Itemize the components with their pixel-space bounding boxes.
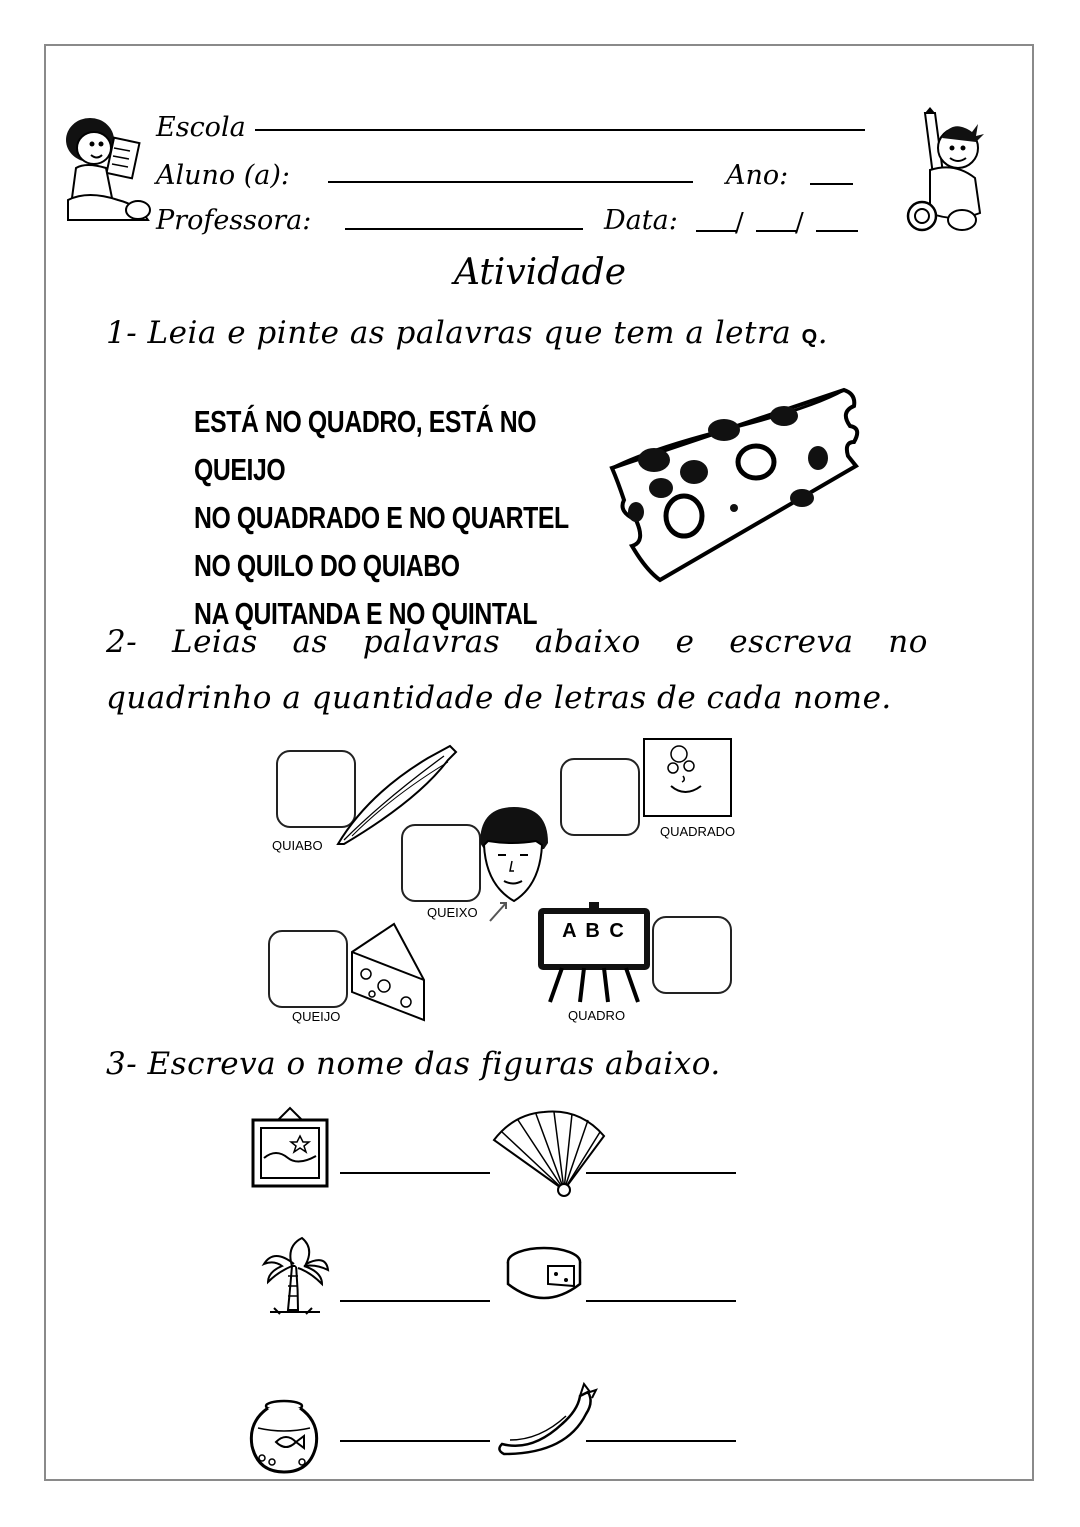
cheese-icon [604,386,866,584]
fishbowl-icon [248,1398,320,1474]
answer-line-queijo[interactable] [586,1300,736,1302]
q2-word: no [888,624,928,660]
question-2-line-2: quadrinho a quantidade de letras de cada nome. [106,680,892,716]
cheese-wedge-icon [348,922,428,1022]
answer-line-leque[interactable] [586,1172,736,1174]
queijo-caption: QUEIJO [292,1009,341,1024]
ano-field[interactable] [810,183,853,185]
board-text: A B C [562,920,626,942]
q2-word: escreva [729,624,854,660]
square-face-icon [643,738,733,818]
palm-tree-icon [262,1236,330,1316]
q2-word: 2- [106,624,138,660]
quadrado-caption: QUADRADO [660,824,736,839]
hand-fan-icon [492,1110,607,1198]
date-day-field[interactable] [696,230,736,232]
picture-frame-icon [250,1106,330,1188]
queixo-answer-box[interactable] [401,824,481,902]
poem-line[interactable]: NO QUILO DO QUIABO [194,548,460,583]
professora-label: Professora: [156,205,312,236]
quiabo-caption: QUIABO [272,838,323,853]
quadro-answer-box[interactable] [652,916,732,994]
question-1 [106,315,828,351]
professora-field[interactable] [345,228,583,230]
aluno-label: Aluno (a): [156,160,291,191]
q2-word: abaixo [534,624,641,660]
q2-word: Leias [171,624,258,660]
escola-field[interactable] [255,129,865,131]
answer-line-pimenta[interactable] [586,1440,736,1442]
queixo-caption: QUEIXO [427,905,478,920]
poem [194,398,610,638]
ano-label: Ano: [726,160,789,191]
boy-with-pencil-icon [900,108,995,238]
answer-line-aquario[interactable] [340,1440,490,1442]
letter-q: Q [801,326,818,348]
chalkboard-icon [534,902,654,1004]
aluno-field[interactable] [328,181,693,183]
answer-line-coqueiro[interactable] [340,1300,490,1302]
data-label: Data: [604,205,678,236]
question-1-text: 1- Leia e pinte as palavras que tem a letra [106,315,792,351]
escola-label: Escola [156,112,246,143]
date-separator: / [735,208,744,238]
date-separator: / [795,208,804,238]
queijo-answer-box[interactable] [268,930,348,1008]
quadro-caption: QUADRO [568,1008,626,1023]
date-month-field[interactable] [756,230,796,232]
page-title: Atividade [453,252,627,293]
q2-word: as [292,624,328,660]
poem-line[interactable]: NO QUADRADO E NO QUARTEL [194,500,569,535]
q2-word: palavras [362,624,501,660]
question-2-line-1 [106,624,928,660]
period: . [817,315,829,351]
date-year-field[interactable] [816,230,858,232]
q2-word: e [675,624,695,660]
quadrado-answer-box[interactable] [560,758,640,836]
chili-pepper-icon [498,1382,598,1452]
poem-line[interactable]: NA QUITANDA E NO QUINTAL [194,596,538,631]
boy-reading-icon [58,110,153,225]
answer-line-quadro[interactable] [340,1172,490,1174]
poem-line[interactable]: ESTÁ NO QUADRO, ESTÁ NO QUEIJO [194,404,537,487]
round-cheese-icon [504,1244,584,1304]
question-3: 3- Escreva o nome das figuras abaixo. [106,1046,721,1082]
